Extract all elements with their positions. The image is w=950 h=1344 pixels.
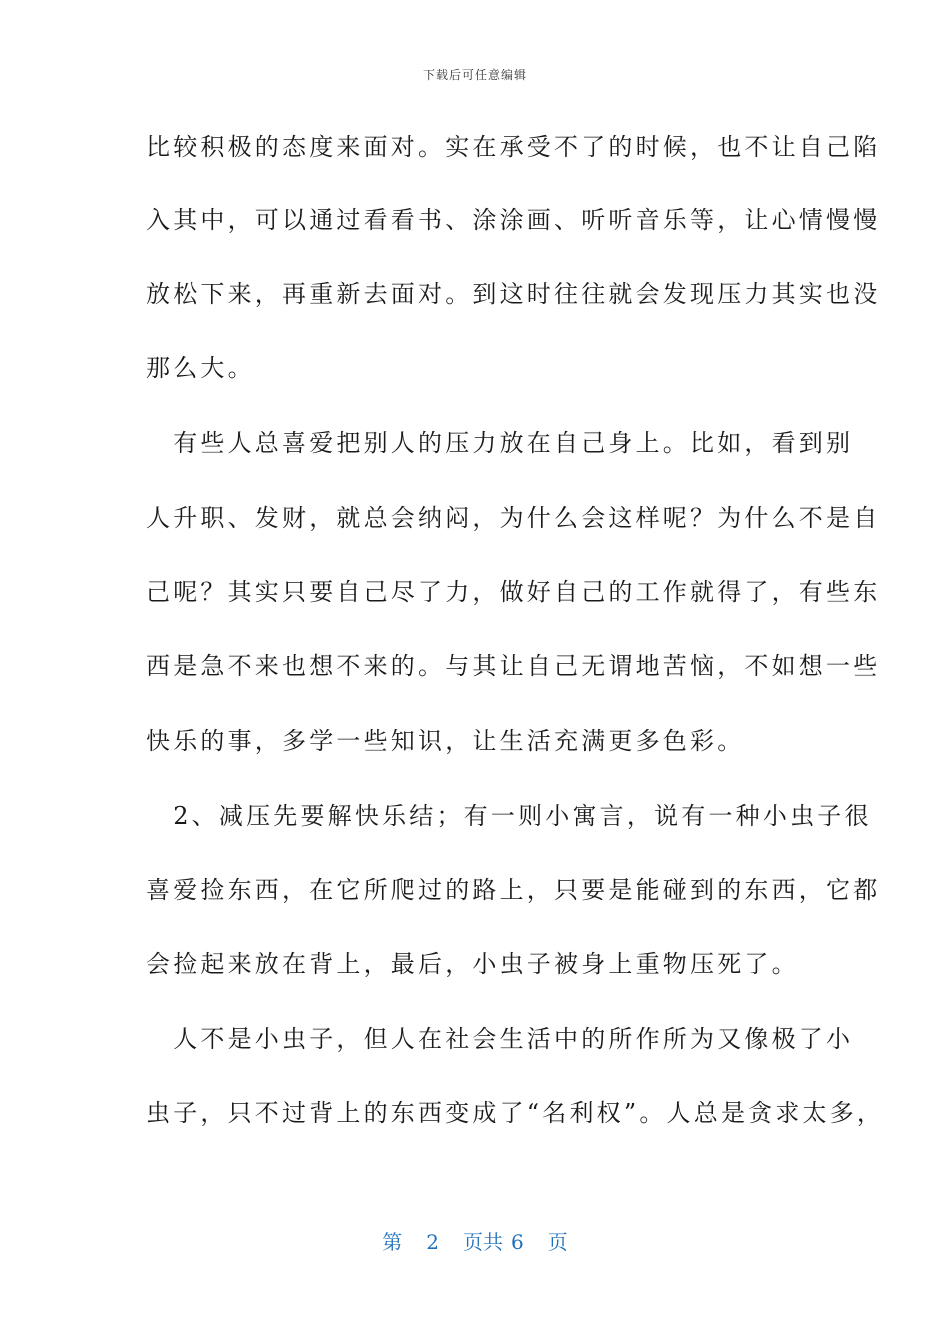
page-label-middle: 页共 [463,1230,503,1254]
text-line: 放松下来，再重新去面对。到这时往往就会发现压力其实也没 [146,280,881,308]
current-page-number: 2 [426,1230,439,1254]
total-pages-number: 6 [511,1230,524,1254]
text-line: 入其中，可以通过看看书、涂涂画、听听音乐等，让心情慢慢 [146,206,881,234]
text-line: 喜爱捡东西，在它所爬过的路上，只要是能碰到的东西，它都 [146,876,881,904]
text-line: 比较积极的态度来面对。实在承受不了的时候，也不让自己陷 [146,133,881,161]
text-line: 己呢？其实只要自己尽了力，做好自己的工作就得了，有些东 [146,578,881,606]
page-label-suffix: 页 [547,1230,568,1254]
text-line: 快乐的事，多学一些知识，让生活充满更多色彩。 [146,727,745,755]
text-line: 人升职、发财，就总会纳闷，为什么会这样呢？为什么不是自 [146,504,881,532]
text-line: 那么大。 [146,354,255,382]
page-header: 下载后可任意编辑 [422,68,527,82]
text-line: 人不是小虫子，但人在社会生活中的所作所为又像极了小 [146,1025,854,1053]
text-line: 虫子，只不过背上的东西变成了“名利权”。人总是贪求太多， [146,1099,885,1127]
text-line: 会捡起来放在背上，最后，小虫子被身上重物压死了。 [146,950,799,978]
page-footer [0,1226,950,1255]
page-label-prefix: 第 [382,1230,403,1254]
text-line: 2、减压先要解快乐结；有一则小寓言，说有一种小虫子很 [146,802,872,830]
text-line: 有些人总喜爱把别人的压力放在自己身上。比如，看到别 [146,429,854,457]
text-line: 西是急不来也想不来的。与其让自己无谓地苦恼，不如想一些 [146,652,881,680]
